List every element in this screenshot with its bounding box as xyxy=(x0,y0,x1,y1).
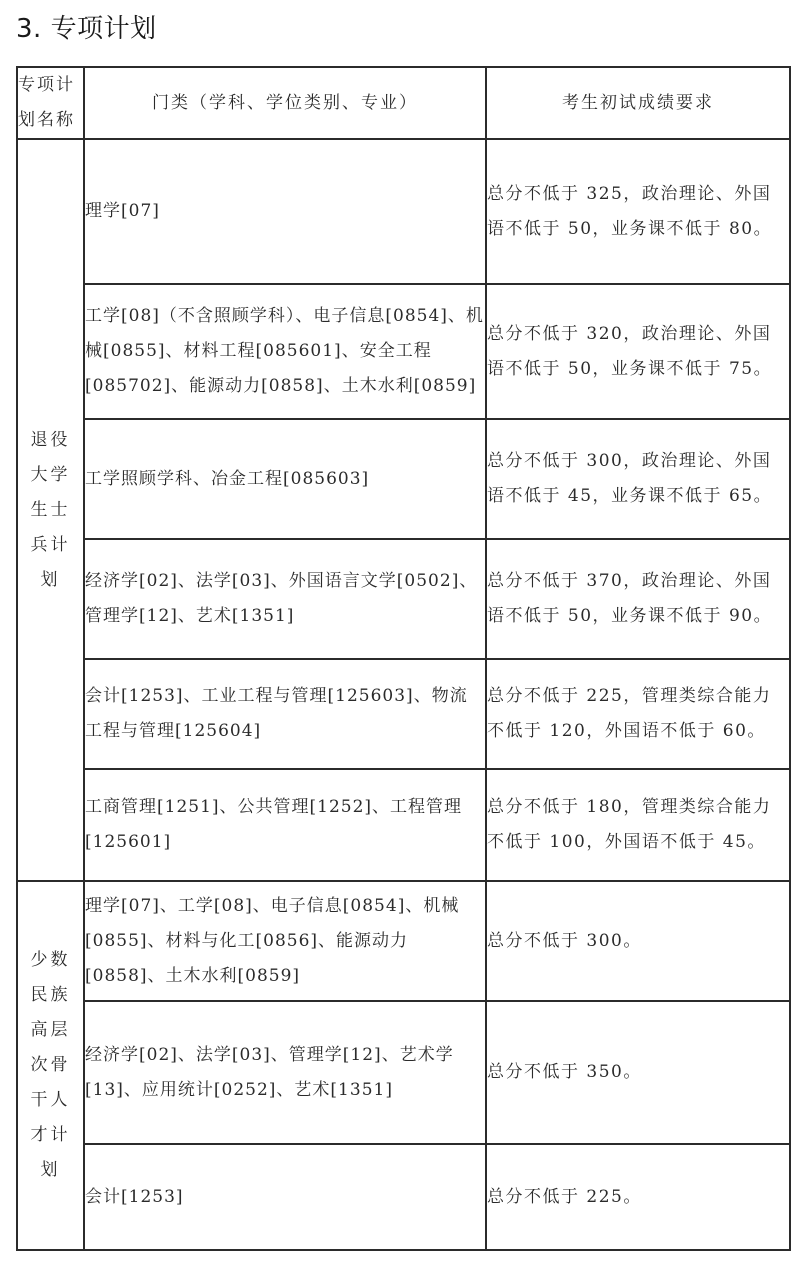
major-cell: 会计[1253]、工业工程与管理[125603]、物流工程与管理[125604] xyxy=(84,659,486,769)
major-cell: 工商管理[1251]、公共管理[1252]、工程管理[125601] xyxy=(84,769,486,881)
plan-name-minority: 少数民族高层次骨干人才计划 xyxy=(17,881,84,1250)
major-cell: 经济学[02]、法学[03]、管理学[12]、艺术学[13]、应用统计[0252]、艺术[1351] xyxy=(84,1001,486,1144)
plan-name-veteran: 退役大学生士兵计划 xyxy=(17,139,84,881)
requirement-cell: 总分不低于 320，政治理论、外国语不低于 50，业务课不低于 75。 xyxy=(486,284,790,419)
major-cell: 理学[07] xyxy=(84,139,486,284)
table-row xyxy=(17,659,790,769)
table-row xyxy=(17,769,790,881)
major-cell: 工学[08]（不含照顾学科）、电子信息[0854]、机械[0855]、材料工程[085601]、安全工程[085702]、能源动力[0858]、土木水利[0859] xyxy=(84,284,486,419)
table-row xyxy=(17,881,790,1001)
table-row xyxy=(17,539,790,659)
table-row xyxy=(17,1144,790,1250)
requirement-cell: 总分不低于 370，政治理论、外国语不低于 50，业务课不低于 90。 xyxy=(486,539,790,659)
major-cell: 工学照顾学科、冶金工程[085603] xyxy=(84,419,486,539)
requirement-cell: 总分不低于 300，政治理论、外国语不低于 45，业务课不低于 65。 xyxy=(486,419,790,539)
table-header-row xyxy=(17,67,790,139)
table-row xyxy=(17,1001,790,1144)
major-cell: 经济学[02]、法学[03]、外国语言文学[0502]、管理学[12]、艺术[1351] xyxy=(84,539,486,659)
header-major: 门类（学科、学位类别、专业） xyxy=(84,67,486,139)
table-row xyxy=(17,139,790,284)
header-plan-name: 专项计划名称 xyxy=(17,67,84,139)
requirement-cell: 总分不低于 180，管理类综合能力不低于 100，外国语不低于 45。 xyxy=(486,769,790,881)
requirement-cell: 总分不低于 225，管理类综合能力不低于 120，外国语不低于 60。 xyxy=(486,659,790,769)
table-row xyxy=(17,284,790,419)
table-row xyxy=(17,419,790,539)
requirement-cell: 总分不低于 350。 xyxy=(486,1001,790,1144)
requirement-cell: 总分不低于 325，政治理论、外国语不低于 50，业务课不低于 80。 xyxy=(486,139,790,284)
major-cell: 会计[1253] xyxy=(84,1144,486,1250)
requirement-cell: 总分不低于 300。 xyxy=(486,881,790,1001)
header-score-requirement: 考生初试成绩要求 xyxy=(486,67,790,139)
requirement-cell: 总分不低于 225。 xyxy=(486,1144,790,1250)
special-plan-table xyxy=(16,66,791,1251)
section-title: 3. 专项计划 xyxy=(16,14,157,44)
major-cell: 理学[07]、工学[08]、电子信息[0854]、机械[0855]、材料与化工[0856]、能源动力[0858]、土木水利[0859] xyxy=(84,881,486,1001)
